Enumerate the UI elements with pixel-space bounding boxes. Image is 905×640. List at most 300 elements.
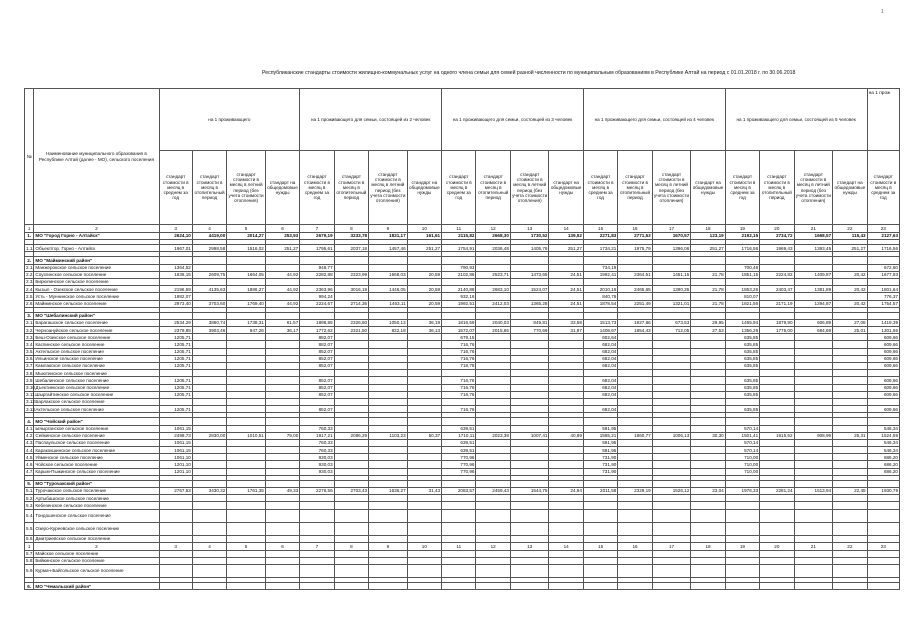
column-number: 10 (407, 225, 441, 233)
value-cell (334, 264, 368, 271)
header-subcolumn: стандарт стоимости в месяц в летний период (без учета стоимости отопления) (794, 151, 833, 225)
column-number: 10 (407, 542, 441, 550)
value-cell: 3860,74 (192, 319, 226, 326)
value-cell (549, 377, 583, 384)
value-cell (510, 257, 549, 264)
value-cell: 1061,10 (159, 454, 192, 461)
value-cell (760, 398, 794, 405)
value-cell (652, 557, 691, 564)
value-cell (794, 398, 833, 405)
column-number: 21 (794, 225, 833, 233)
value-cell (265, 293, 299, 300)
table-row (25, 286, 900, 293)
value-cell (407, 278, 441, 285)
value-cell (369, 384, 408, 391)
value-cell: 2973,40 (159, 300, 192, 307)
value-cell: 1010,51 (227, 432, 266, 439)
value-cell (300, 550, 334, 557)
value-cell (265, 565, 299, 578)
value-cell (265, 398, 299, 405)
row-number: 6. (25, 583, 34, 590)
value-cell: 682,04 (583, 391, 617, 398)
row-name: Каракокшинское сельское поселение (34, 447, 159, 454)
value-cell: 908,99 (794, 432, 833, 439)
value-cell: 2115,82 (442, 233, 476, 240)
value-cell: 23,04 (691, 488, 725, 495)
group-row (25, 418, 900, 425)
value-cell (652, 406, 691, 413)
value-cell (159, 418, 192, 425)
value-cell (227, 257, 266, 264)
column-number: 12 (476, 225, 510, 233)
value-cell (369, 341, 408, 348)
value-cell (549, 461, 583, 468)
value-cell: 679,15 (442, 334, 476, 341)
value-cell: 1716,56 (725, 245, 759, 252)
value-cell (334, 502, 368, 509)
value-cell (652, 334, 691, 341)
value-cell: 1775,00 (760, 327, 794, 334)
value-cell: 994,24 (300, 293, 334, 300)
value-cell (618, 535, 652, 542)
value-cell: 2465,65 (618, 286, 652, 293)
value-cell (265, 334, 299, 341)
value-cell (794, 439, 833, 446)
value-cell (476, 454, 510, 461)
value-cell (265, 583, 299, 590)
value-cell (159, 509, 192, 522)
value-cell (691, 334, 725, 341)
row-number: 4.7. (26, 469, 34, 475)
value-cell (760, 406, 794, 413)
value-cell: 1419,39 (867, 319, 899, 326)
value-cell (265, 495, 299, 502)
value-cell (833, 565, 867, 578)
value-cell (369, 502, 408, 509)
value-cell: 2379,85 (159, 327, 192, 334)
value-cell: 1851,15 (725, 271, 759, 278)
value-cell (369, 480, 408, 487)
value-cell: 716,76 (442, 406, 476, 413)
value-cell (691, 391, 725, 398)
row-number: 3.8. (26, 370, 34, 376)
value-cell (867, 278, 899, 285)
value-cell (652, 264, 691, 271)
value-cell (652, 447, 691, 454)
value-cell (510, 447, 549, 454)
value-cell (407, 425, 441, 432)
value-cell (618, 550, 652, 557)
value-cell: 686,20 (867, 454, 899, 461)
value-cell: 251,27 (407, 245, 441, 252)
row-name: Чойское сельское поселение (34, 461, 159, 468)
value-cell (442, 480, 476, 487)
value-cell: 849,81 (510, 319, 549, 326)
value-cell: 27,53 (691, 327, 725, 334)
value-cell (476, 509, 510, 522)
value-cell (833, 557, 867, 564)
value-cell (369, 439, 408, 446)
value-cell: 1408,67 (583, 327, 617, 334)
row-name: Ынырганское сельское поселение (34, 425, 159, 432)
value-cell (691, 535, 725, 542)
value-cell (265, 468, 299, 475)
row-number: 5.5. (25, 522, 34, 535)
value-cell (618, 565, 652, 578)
value-cell: 1050,13 (369, 319, 408, 326)
value-cell (510, 565, 549, 578)
value-cell: 1761,35 (227, 488, 266, 495)
row-name: Усть - Муннинское сельское поселение (34, 293, 159, 300)
value-cell (691, 278, 725, 285)
value-cell (369, 370, 408, 377)
row-name: МО "Майминский район" (34, 257, 159, 264)
value-cell (867, 398, 899, 405)
value-cell (618, 418, 652, 425)
value-cell (760, 384, 794, 391)
value-cell (549, 363, 583, 370)
value-cell: 1967,01 (159, 245, 192, 252)
value-cell (691, 439, 725, 446)
value-cell (334, 583, 368, 590)
value-cell: 2679,19 (300, 233, 334, 240)
value-cell (760, 334, 794, 341)
value-cell: 682,04 (583, 377, 617, 384)
value-cell (867, 535, 899, 542)
value-cell (652, 565, 691, 578)
value-cell: 4419,00 (192, 233, 226, 240)
row-name: Камлакское сельское поселение (34, 363, 159, 370)
value-cell: 1730,52 (510, 233, 549, 240)
value-cell (833, 502, 867, 509)
value-cell: 2403,47 (760, 286, 794, 293)
value-cell: 30,30 (691, 432, 725, 439)
table-row (25, 384, 900, 391)
value-cell: 1457,46 (369, 245, 408, 252)
value-cell: 29,95 (691, 319, 725, 326)
column-number: 1 (25, 225, 34, 233)
value-cell (442, 565, 476, 578)
value-cell (794, 293, 833, 300)
value-cell: 760,33 (300, 447, 334, 454)
value-cell (265, 502, 299, 509)
value-cell (549, 398, 583, 405)
row-number: 2.6. (26, 300, 34, 306)
header-subcolumn: стандарт стоимости в месяц в отопительный период (192, 151, 226, 225)
value-cell (583, 535, 617, 542)
value-cell (549, 370, 583, 377)
value-cell: 546,34 (867, 425, 899, 432)
row-name: Тондошенское сельское поселение (34, 509, 159, 522)
value-cell: 609,66 (867, 406, 899, 413)
value-cell (510, 495, 549, 502)
value-cell: 3903,46 (192, 327, 226, 334)
value-cell (300, 509, 334, 522)
value-cell (794, 480, 833, 487)
header-subcolumn: стандарт стоимости в месяц в летний период (без учета стоимости отопления) (652, 151, 691, 225)
value-cell (407, 468, 441, 475)
value-cell: 2321,50 (334, 327, 368, 334)
value-cell: 1927,86 (618, 319, 652, 326)
value-cell (833, 363, 867, 370)
value-cell (652, 468, 691, 475)
value-cell: 810,07 (725, 293, 759, 300)
value-cell (794, 406, 833, 413)
row-number: 5.7. (26, 551, 34, 557)
value-cell: 1526,12 (652, 488, 691, 495)
value-cell: 882,07 (300, 341, 334, 348)
value-cell (442, 550, 476, 557)
value-cell (227, 550, 266, 557)
value-cell (725, 509, 759, 522)
value-cell (760, 522, 794, 535)
value-cell: 1103,23 (369, 432, 408, 439)
row-number: 3.13. (26, 406, 37, 412)
value-cell (334, 454, 368, 461)
value-cell (833, 447, 867, 454)
value-cell (300, 583, 334, 590)
value-cell (794, 377, 833, 384)
value-cell: 2015,65 (476, 327, 510, 334)
value-cell: 1915,52 (760, 432, 794, 439)
column-number: 11 (442, 542, 476, 550)
value-cell (159, 398, 192, 405)
value-cell (725, 370, 759, 377)
value-cell (227, 370, 266, 377)
value-cell (476, 461, 510, 468)
value-cell: 21,78 (691, 286, 725, 293)
value-cell (833, 509, 867, 522)
value-cell (583, 509, 617, 522)
value-cell (510, 522, 549, 535)
row-number: 5.8. (26, 558, 34, 564)
value-cell (652, 257, 691, 264)
column-number: 7 (300, 542, 334, 550)
value-cell (192, 550, 226, 557)
table-row (25, 509, 900, 522)
value-cell (334, 348, 368, 355)
value-cell (192, 565, 226, 578)
value-cell (510, 461, 549, 468)
value-cell (227, 293, 266, 300)
value-cell: 1205,71 (159, 406, 192, 413)
value-cell (652, 377, 691, 384)
value-cell: 570,14 (725, 439, 759, 446)
value-cell (510, 468, 549, 475)
value-cell: 760,33 (300, 439, 334, 446)
header-group-5: на 1 проживающего для семьи, состоящей из 5 человек (725, 89, 867, 151)
value-cell (265, 418, 299, 425)
value-cell (334, 439, 368, 446)
value-cell (794, 502, 833, 509)
value-cell: 2010,16 (583, 286, 617, 293)
value-cell: 716,76 (442, 355, 476, 362)
value-cell (159, 370, 192, 377)
value-cell (510, 425, 549, 432)
column-number: 4 (192, 542, 226, 550)
value-cell (760, 509, 794, 522)
value-cell (691, 257, 725, 264)
value-cell: 1821,56 (725, 300, 759, 307)
value-cell: 1572,07 (442, 327, 476, 334)
value-cell (265, 454, 299, 461)
row-number: 3.11. (26, 392, 36, 398)
value-cell (725, 565, 759, 578)
value-cell: 635,85 (725, 406, 759, 413)
value-cell (618, 293, 652, 300)
value-cell (549, 264, 583, 271)
column-number: 15 (583, 225, 617, 233)
row-number: 3. (25, 312, 34, 319)
value-cell (192, 370, 226, 377)
value-cell (652, 278, 691, 285)
value-cell (227, 312, 266, 319)
value-cell (760, 454, 794, 461)
value-cell (300, 522, 334, 535)
value-cell (300, 257, 334, 264)
value-cell (510, 509, 549, 522)
value-cell (652, 312, 691, 319)
row-name: Майминское сельское поселение (34, 300, 159, 307)
value-cell (691, 293, 725, 300)
value-cell (407, 406, 441, 413)
value-cell (227, 565, 266, 578)
column-number: 9 (369, 225, 408, 233)
value-cell: 1007,41 (510, 432, 549, 439)
value-cell (794, 418, 833, 425)
value-cell (192, 425, 226, 432)
value-cell: 253,93 (265, 233, 299, 240)
value-cell (265, 363, 299, 370)
value-cell (334, 257, 368, 264)
value-cell (549, 565, 583, 578)
table-row (25, 557, 900, 564)
value-cell: 1853,26 (725, 286, 759, 293)
value-cell (618, 370, 652, 377)
value-cell: 546,34 (867, 447, 899, 454)
value-cell (300, 495, 334, 502)
table-row (25, 502, 900, 509)
header-no: № (25, 89, 34, 225)
value-cell (691, 461, 725, 468)
value-cell (476, 535, 510, 542)
table-row (25, 293, 900, 300)
value-cell: 2011,58 (583, 488, 617, 495)
value-cell (510, 557, 549, 564)
value-cell: 591,95 (583, 439, 617, 446)
value-cell: 1393,45 (794, 245, 833, 252)
value-cell (369, 293, 408, 300)
value-cell (407, 312, 441, 319)
value-cell (369, 278, 408, 285)
value-cell: 635,85 (725, 377, 759, 384)
value-cell: 776,37 (867, 293, 899, 300)
value-cell (510, 384, 549, 391)
value-cell (691, 502, 725, 509)
value-cell (334, 391, 368, 398)
value-cell (583, 418, 617, 425)
value-cell (583, 398, 617, 405)
value-cell: 1524,07 (510, 286, 549, 293)
value-cell (192, 384, 226, 391)
value-cell (833, 377, 867, 384)
value-cell (760, 565, 794, 578)
value-cell: 1930,79 (867, 488, 899, 495)
value-cell (549, 495, 583, 502)
value-cell (227, 557, 266, 564)
column-number: 18 (691, 225, 725, 233)
value-cell: 36,17 (265, 327, 299, 334)
header-subcolumn: стандарт стоимости в месяц в летний период (без учета стоимости отопления) (510, 151, 549, 225)
value-cell (227, 363, 266, 370)
value-cell (510, 293, 549, 300)
column-number: 12 (476, 542, 510, 550)
value-cell (833, 583, 867, 590)
value-cell: 686,20 (867, 461, 899, 468)
value-cell: 25,31 (833, 432, 867, 439)
value-cell: 682,04 (583, 384, 617, 391)
column-number: 19 (725, 542, 759, 550)
value-cell: 2498,73 (159, 432, 192, 439)
value-cell: 1898,85 (300, 319, 334, 326)
value-cell (618, 391, 652, 398)
value-cell (192, 557, 226, 564)
value-cell (442, 312, 476, 319)
value-cell (334, 355, 368, 362)
value-cell (691, 495, 725, 502)
row-name: Дмитриевское сельское поселение (34, 535, 159, 542)
value-cell (159, 312, 192, 319)
value-cell: 852,07 (300, 391, 334, 398)
value-cell (227, 583, 266, 590)
value-cell (618, 398, 652, 405)
row-number: 5.3. (26, 502, 34, 508)
value-cell (652, 535, 691, 542)
value-cell: 2734,72 (760, 233, 794, 240)
value-cell: 1061,15 (159, 447, 192, 454)
value-cell (867, 495, 899, 502)
value-cell: 2363,96 (300, 286, 334, 293)
value-cell (618, 355, 652, 362)
value-cell (867, 583, 899, 590)
value-cell (227, 418, 266, 425)
value-cell: 1301,56 (867, 327, 899, 334)
value-cell: 115,43 (833, 233, 867, 240)
value-cell: 716,76 (442, 377, 476, 384)
value-cell (867, 565, 899, 578)
value-cell (369, 583, 408, 590)
table-row (25, 398, 900, 405)
column-number: 22 (833, 542, 867, 550)
value-cell: 731,90 (583, 461, 617, 468)
row-number: 3.6. (26, 356, 34, 362)
value-cell: 1710,11 (442, 432, 476, 439)
value-cell: 1976,33 (725, 488, 759, 495)
value-cell: 852,07 (300, 355, 334, 362)
value-cell: 1463,11 (369, 300, 408, 307)
value-cell (652, 509, 691, 522)
value-cell: 1670,57 (652, 233, 691, 240)
value-cell (794, 557, 833, 564)
value-cell (833, 468, 867, 475)
value-cell (794, 447, 833, 454)
value-cell (794, 550, 833, 557)
value-cell (833, 425, 867, 432)
value-cell (867, 550, 899, 557)
value-cell: 1513,73 (583, 319, 617, 326)
value-cell: 1321,01 (652, 300, 691, 307)
value-cell (369, 461, 408, 468)
